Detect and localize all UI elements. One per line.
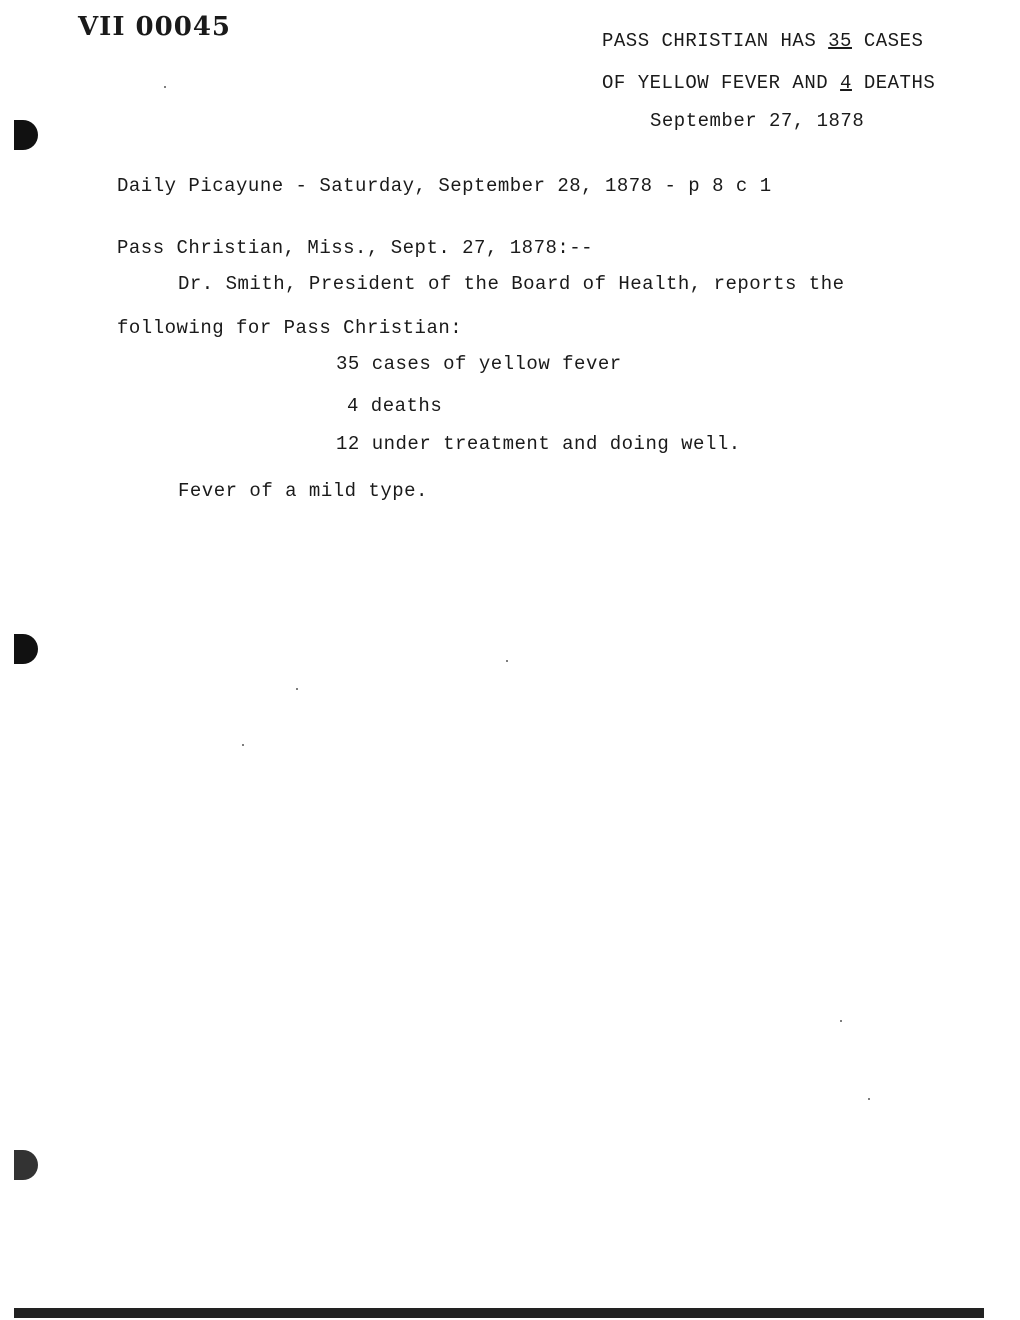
source-citation: Daily Picayune - Saturday, September 28, 1878 - p 8 c 1 [117,175,772,197]
dateline: Pass Christian, Miss., Sept. 27, 1878:-- [117,237,594,259]
punch-hole-middle [14,634,38,664]
headline-prefix: PASS [602,30,662,52]
punch-hole-bottom [14,1150,38,1180]
headline-cases-number: 35 [828,30,852,52]
scan-speck [868,1098,870,1100]
headline-middle: CHRISTIAN HAS [661,30,829,52]
headline-line-1 [602,30,923,52]
document-id: VII 00045 [78,12,232,42]
headline-deaths-number: 4 [840,72,852,94]
scan-speck [296,688,298,690]
scan-speck [840,1020,842,1022]
list-item-treatment: 12 under treatment and doing well. [336,433,741,455]
headline-line2-prefix: OF YELLOW FEVER AND [602,72,841,94]
headline-cases-label: CASES [851,30,924,52]
punch-hole-top [14,120,38,150]
headline-deaths-label: DEATHS [851,72,936,94]
list-item-deaths: 4 deaths [347,395,443,417]
closing-line: Fever of a mild type. [178,480,428,502]
paragraph-line-2: following for Pass Christian: [117,317,463,339]
scan-speck [242,744,244,746]
scan-edge-bar [14,1308,984,1318]
scan-speck [164,86,166,88]
headline-line-2 [602,72,935,94]
scan-speck [506,660,508,662]
paragraph-line-1: Dr. Smith, President of the Board of Health, reports the [178,273,845,295]
headline-date: September 27, 1878 [650,110,865,132]
list-item-cases: 35 cases of yellow fever [336,353,622,375]
